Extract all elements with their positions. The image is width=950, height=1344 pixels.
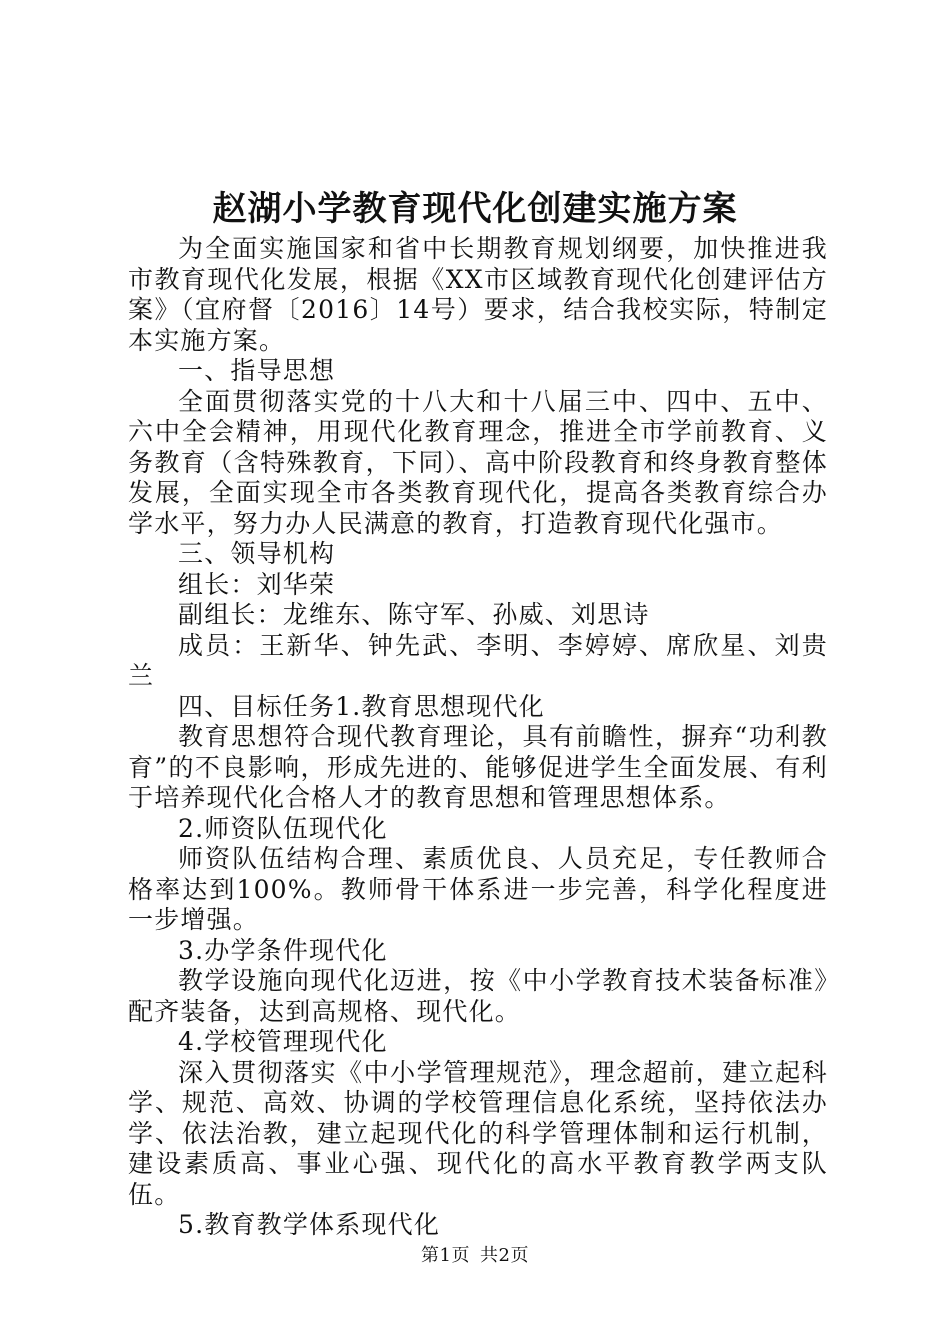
subheading-school-conditions: 3.办学条件现代化 bbox=[178, 935, 388, 965]
subheading-teaching-system: 5.教育教学体系现代化 bbox=[178, 1210, 441, 1239]
document-title: 赵湖小学教育现代化创建实施方案 bbox=[212, 189, 738, 229]
paragraph-intro: 为全面实施国家和省中长期教育规划纲要，加快推进我市教育现代化发展，根据《XX市区域教育现代化创建评估方案》（宜府督〔2016〕14号）要求，结合我校实际，特制定本实施方案。 bbox=[128, 234, 828, 355]
subheading-teaching-staff: 2.师资队伍现代化 bbox=[178, 813, 388, 843]
leadership-deputy: 副组长：龙维东、陈守军、孙威、刘思诗 bbox=[178, 600, 650, 629]
document-body bbox=[128, 234, 828, 1241]
paragraph-teaching-staff: 师资队伍结构合理、素质优良、人员充足，专任教师合格率达到100%。教师骨干体系进一步完善，科学化程度进一步增强。 bbox=[128, 844, 828, 934]
leadership-members: 成员：王新华、钟先武、李明、李婷婷、席欣星、刘贵兰 bbox=[128, 630, 828, 690]
paragraph-guiding-ideology: 全面贯彻落实党的十八大和十八届三中、四中、五中、六中全会精神，用现代化教育理念，推进全市学前教育、义务教育（含特殊教育，下同）、高中阶段教育和终身教育整体发展，全面实现全市各类教育现代化，提高各类教育综合办学水平，努力办人民满意的教育，打造教育现代化强市。 bbox=[128, 386, 828, 538]
page-number: 第1页 bbox=[421, 1245, 470, 1266]
paragraph-school-management: 深入贯彻落实《中小学管理规范》，理念超前，建立起科学、规范、高效、协调的学校管理信息化系统，坚持依法办学、依法治教，建立起现代化的科学管理体制和运行机制，建设素质高、事业心强、现代化的高水平教育教学两支队伍。 bbox=[128, 1057, 828, 1209]
section-heading-guiding-ideology: 一、指导思想 bbox=[178, 356, 336, 385]
page-footer bbox=[0, 1244, 950, 1268]
subheading-school-management: 4.学校管理现代化 bbox=[178, 1027, 388, 1056]
paragraph-school-conditions: 教学设施向现代化迈进，按《中小学教育技术装备标准》配齐装备，达到高规格、现代化。 bbox=[128, 966, 828, 1026]
section-heading-leadership: 三、领导机构 bbox=[178, 539, 336, 568]
page-total: 共2页 bbox=[480, 1245, 529, 1266]
leadership-leader: 组长：刘华荣 bbox=[178, 569, 336, 599]
paragraph-education-ideology: 教育思想符合现代教育理论，具有前瞻性，摒弃“功利教育”的不良影响，形成先进的、能够促进学生全面发展、有利于培养现代化合格人才的教育思想和管理思想体系。 bbox=[128, 722, 828, 812]
section-heading-goals: 四、目标任务1.教育思想现代化 bbox=[178, 691, 545, 721]
